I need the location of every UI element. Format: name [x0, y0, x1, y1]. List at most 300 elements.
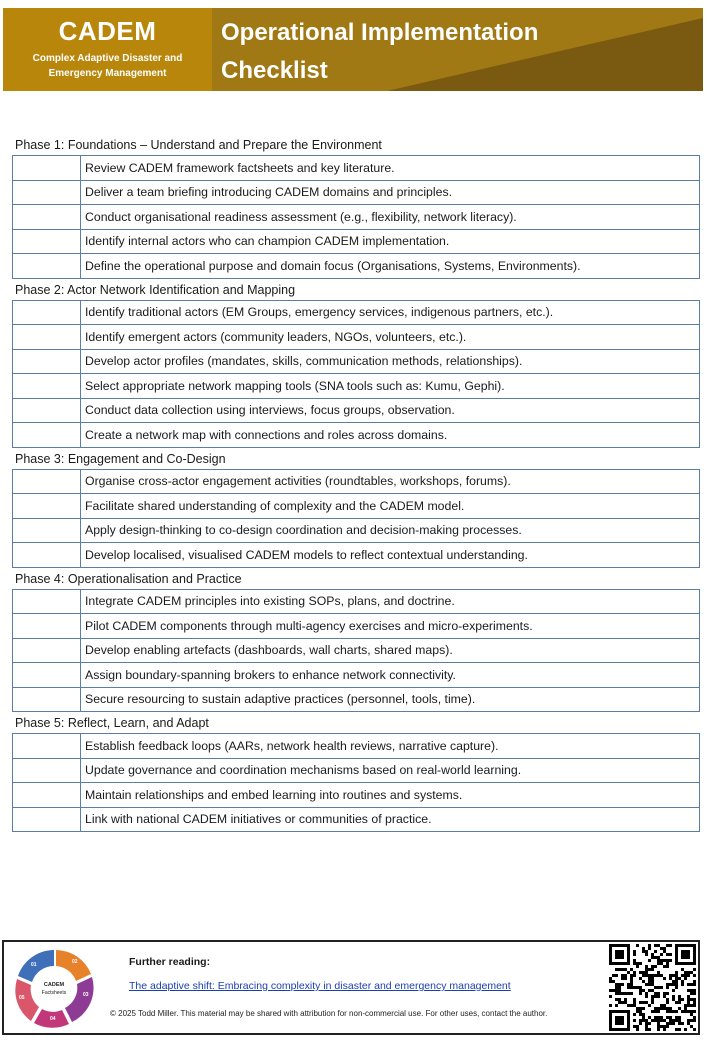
qr-module — [690, 1019, 693, 1022]
qr-module — [654, 992, 657, 995]
checklist-row — [13, 423, 700, 448]
checklist-item-text: Develop actor profiles (mandates, skills, communication methods, relationships). — [81, 349, 700, 374]
qr-module — [663, 947, 666, 950]
qr-module — [669, 953, 672, 956]
qr-module — [684, 1028, 687, 1031]
qr-module — [654, 1007, 657, 1010]
qr-module — [663, 992, 666, 995]
qr-module — [651, 995, 654, 998]
cycle-center — [33, 967, 75, 1009]
cycle-num-04: 04 — [50, 1016, 56, 1022]
qr-module — [672, 974, 675, 977]
qr-module — [642, 950, 645, 953]
phase-table — [12, 155, 700, 279]
qr-module — [642, 1007, 645, 1010]
qr-module — [657, 959, 660, 962]
qr-module — [681, 998, 684, 1001]
qr-module — [693, 1019, 696, 1022]
qr-module — [657, 986, 660, 989]
qr-module — [642, 1001, 645, 1004]
qr-module — [651, 1010, 654, 1013]
checklist-row — [13, 758, 700, 783]
checkbox-cell[interactable] — [13, 349, 81, 374]
qr-module — [645, 1019, 648, 1022]
qr-module — [648, 959, 651, 962]
qr-module — [690, 1004, 693, 1007]
qr-module — [669, 977, 672, 980]
qr-module — [639, 986, 642, 989]
qr-module — [663, 1025, 666, 1028]
checklist-item-text: Select appropriate network mapping tools (SNA tools such as: Kumu, Gephi). — [81, 374, 700, 399]
qr-module — [645, 974, 648, 977]
qr-module — [660, 986, 663, 989]
qr-module — [675, 971, 678, 974]
qr-module — [675, 1028, 678, 1031]
checklist-item-text: Integrate CADEM principles into existing SOPs, plans, and doctrine. — [81, 589, 700, 614]
qr-module — [630, 974, 633, 977]
qr-module — [660, 1007, 663, 1010]
qr-module — [678, 1001, 681, 1004]
qr-module — [693, 1016, 696, 1019]
qr-module — [657, 1010, 660, 1013]
qr-module — [630, 968, 633, 971]
qr-module — [648, 989, 651, 992]
checklist-row — [13, 589, 700, 614]
checklist-row — [13, 663, 700, 688]
qr-module — [690, 992, 693, 995]
qr-module — [666, 962, 669, 965]
checklist-row — [13, 300, 700, 325]
brand-block — [3, 8, 212, 91]
qr-module — [636, 1025, 639, 1028]
qr-module — [654, 974, 657, 977]
qr-module — [684, 1004, 687, 1007]
qr-module — [639, 1022, 642, 1025]
qr-module — [666, 1025, 669, 1028]
qr-module — [621, 992, 624, 995]
checkbox-cell[interactable] — [13, 614, 81, 639]
qr-module — [636, 986, 639, 989]
qr-module — [678, 977, 681, 980]
qr-module — [651, 965, 654, 968]
qr-module — [684, 974, 687, 977]
qr-module — [666, 944, 669, 947]
qr-module — [639, 1013, 642, 1016]
qr-module — [660, 974, 663, 977]
checkbox-cell[interactable] — [13, 687, 81, 712]
qr-module — [627, 971, 630, 974]
qr-module — [621, 983, 624, 986]
checklist-row — [13, 374, 700, 399]
checklist-row — [13, 156, 700, 181]
qr-module — [615, 1004, 618, 1007]
qr-module — [675, 986, 678, 989]
checkbox-cell[interactable] — [13, 638, 81, 663]
checklist-row — [13, 254, 700, 279]
further-reading-label: Further reading: — [129, 956, 211, 968]
qr-module — [675, 1001, 678, 1004]
checkbox-cell[interactable] — [13, 469, 81, 494]
qr-module — [657, 944, 660, 947]
checkbox-cell[interactable] — [13, 229, 81, 254]
qr-module — [684, 1010, 687, 1013]
qr-module — [639, 962, 642, 965]
qr-module — [693, 983, 696, 986]
cadem-cycle-logo — [6, 944, 102, 1034]
qr-module — [675, 1019, 678, 1022]
checkbox-cell[interactable] — [13, 300, 81, 325]
qr-module — [678, 998, 681, 1001]
qr-module — [648, 944, 651, 947]
checklist-row — [13, 205, 700, 230]
qr-module — [660, 959, 663, 962]
qr-module — [672, 980, 675, 983]
qr-module — [672, 998, 675, 1001]
qr-module — [642, 989, 645, 992]
qr-module — [687, 983, 690, 986]
phase-title: Phase 4: Operationalisation and Practice — [15, 571, 242, 586]
qr-module — [675, 983, 678, 986]
checklist-row — [13, 469, 700, 494]
qr-module — [690, 1013, 693, 1016]
phase-table — [12, 469, 700, 568]
qr-module — [624, 977, 627, 980]
qr-module — [657, 1022, 660, 1025]
checkbox-cell[interactable] — [13, 783, 81, 808]
qr-module — [666, 965, 669, 968]
qr-module — [663, 959, 666, 962]
qr-module — [654, 956, 657, 959]
qr-module — [663, 1019, 666, 1022]
qr-module — [666, 1007, 669, 1010]
qr-module — [615, 968, 618, 971]
qr-module — [693, 1001, 696, 1004]
qr-module — [645, 953, 648, 956]
checklist-row — [13, 614, 700, 639]
qr-module — [672, 1022, 675, 1025]
qr-module — [654, 1010, 657, 1013]
qr-module — [687, 1001, 690, 1004]
checklist-row — [13, 518, 700, 543]
qr-module — [657, 1028, 660, 1031]
checklist-item-text: Maintain relationships and embed learning into routines and systems. — [81, 783, 700, 808]
qr-module — [654, 986, 657, 989]
brand-title: CADEM — [58, 16, 157, 46]
qr-module — [651, 956, 654, 959]
checkbox-cell[interactable] — [13, 156, 81, 181]
qr-module — [633, 959, 636, 962]
qr-module — [669, 1016, 672, 1019]
qr-module — [648, 1016, 651, 1019]
cycle-num-02: 02 — [72, 959, 78, 965]
qr-module — [687, 1004, 690, 1007]
qr-module — [612, 980, 615, 983]
qr-module — [654, 965, 657, 968]
checklist-row — [13, 734, 700, 759]
further-reading-link[interactable]: The adaptive shift: Embracing complexity in disaster and emergency management — [129, 980, 511, 992]
cycle-center-label: CADEM — [43, 982, 65, 988]
qr-module — [621, 968, 624, 971]
qr-module — [663, 995, 666, 998]
qr-module — [645, 1022, 648, 1025]
qr-module — [669, 1019, 672, 1022]
qr-module — [672, 989, 675, 992]
qr-module — [651, 968, 654, 971]
qr-module — [624, 998, 627, 1001]
qr-module — [645, 983, 648, 986]
qr-module — [609, 995, 612, 998]
qr-module — [672, 1010, 675, 1013]
qr-module — [663, 1004, 666, 1007]
qr-module — [660, 1004, 663, 1007]
qr-module — [630, 1004, 633, 1007]
qr-code — [609, 944, 696, 1031]
qr-module — [633, 1013, 636, 1016]
qr-module — [666, 953, 669, 956]
checklist-item-text: Create a network map with connections and roles across domains. — [81, 423, 700, 448]
qr-module — [636, 1010, 639, 1013]
phase-table — [12, 300, 700, 448]
checklist-item-text: Pilot CADEM components through multi-agency exercises and micro-experiments. — [81, 614, 700, 639]
qr-module — [633, 998, 636, 1001]
qr-module — [645, 1001, 648, 1004]
checkbox-cell[interactable] — [13, 325, 81, 350]
qr-module — [666, 1022, 669, 1025]
qr-module — [687, 989, 690, 992]
qr-module — [657, 1016, 660, 1019]
checkbox-cell[interactable] — [13, 734, 81, 759]
qr-module — [621, 977, 624, 980]
qr-module — [675, 1016, 678, 1019]
qr-module — [609, 989, 612, 992]
qr-module — [654, 995, 657, 998]
qr-module — [633, 950, 636, 953]
qr-module — [663, 1028, 666, 1031]
qr-module — [678, 1019, 681, 1022]
checkbox-cell[interactable] — [13, 205, 81, 230]
qr-module — [669, 944, 672, 947]
qr-module — [609, 977, 612, 980]
checkbox-cell[interactable] — [13, 423, 81, 448]
qr-module — [666, 998, 669, 1001]
checklist-row — [13, 229, 700, 254]
qr-finder — [615, 1016, 624, 1025]
qr-module — [669, 974, 672, 977]
qr-finder — [681, 950, 690, 959]
qr-module — [630, 986, 633, 989]
qr-module — [693, 998, 696, 1001]
qr-module — [645, 1025, 648, 1028]
qr-module — [642, 1013, 645, 1016]
qr-module — [633, 974, 636, 977]
checklist-row — [13, 398, 700, 423]
qr-module — [651, 1019, 654, 1022]
qr-module — [660, 1016, 663, 1019]
qr-module — [657, 971, 660, 974]
phase-table — [12, 733, 700, 832]
qr-module — [690, 971, 693, 974]
checkbox-cell[interactable] — [13, 518, 81, 543]
qr-module — [690, 983, 693, 986]
qr-module — [618, 989, 621, 992]
qr-module — [633, 953, 636, 956]
qr-module — [666, 1016, 669, 1019]
checklist-item-text: Link with national CADEM initiatives or communities of practice. — [81, 807, 700, 832]
qr-module — [648, 974, 651, 977]
qr-module — [642, 947, 645, 950]
qr-module — [651, 1001, 654, 1004]
qr-module — [615, 989, 618, 992]
qr-module — [609, 980, 612, 983]
checkbox-cell[interactable] — [13, 543, 81, 568]
qr-module — [666, 983, 669, 986]
qr-module — [672, 995, 675, 998]
checklist-row — [13, 494, 700, 519]
checkbox-cell[interactable] — [13, 180, 81, 205]
qr-module — [624, 992, 627, 995]
checklist-item-text: Conduct data collection using interviews, focus groups, observation. — [81, 398, 700, 423]
qr-module — [627, 1004, 630, 1007]
qr-module — [675, 977, 678, 980]
qr-module — [633, 1004, 636, 1007]
qr-module — [633, 1019, 636, 1022]
qr-module — [618, 992, 621, 995]
qr-module — [669, 1022, 672, 1025]
checklist-row — [13, 543, 700, 568]
checklist-item-text: Conduct organisational readiness assessment (e.g., flexibility, network literacy). — [81, 205, 700, 230]
qr-module — [654, 1016, 657, 1019]
qr-module — [630, 983, 633, 986]
qr-module — [681, 974, 684, 977]
qr-module — [633, 971, 636, 974]
qr-module — [684, 977, 687, 980]
qr-module — [657, 992, 660, 995]
qr-module — [681, 983, 684, 986]
qr-module — [648, 1028, 651, 1031]
checkbox-cell[interactable] — [13, 663, 81, 688]
qr-module — [651, 980, 654, 983]
qr-module — [657, 1019, 660, 1022]
qr-module — [639, 977, 642, 980]
qr-module — [693, 1004, 696, 1007]
qr-module — [666, 1010, 669, 1013]
qr-module — [663, 950, 666, 953]
qr-module — [666, 959, 669, 962]
qr-module — [621, 974, 624, 977]
qr-module — [651, 977, 654, 980]
document-title: Operational Implementation Checklist — [221, 19, 539, 84]
qr-module — [612, 989, 615, 992]
qr-module — [690, 998, 693, 1001]
qr-module — [672, 1019, 675, 1022]
cycle-num-03: 03 — [83, 992, 89, 998]
qr-module — [657, 1025, 660, 1028]
qr-module — [639, 1007, 642, 1010]
qr-module — [657, 974, 660, 977]
qr-module — [657, 1007, 660, 1010]
checklist-item-text: Develop localised, visualised CADEM models to reflect contextual understanding. — [81, 543, 700, 568]
checklist-item-text: Assign boundary-spanning brokers to enhance network connectivity. — [81, 663, 700, 688]
qr-module — [618, 998, 621, 1001]
qr-module — [621, 1001, 624, 1004]
qr-module — [660, 1025, 663, 1028]
phase-title: Phase 5: Reflect, Learn, and Adapt — [15, 716, 209, 730]
qr-module — [618, 1001, 621, 1004]
checklist-item-text: Define the operational purpose and domain focus (Organisations, Systems, Environments). — [81, 254, 700, 279]
qr-module — [654, 950, 657, 953]
checklist-item-text: Review CADEM framework factsheets and key literature. — [81, 156, 700, 181]
qr-module — [651, 989, 654, 992]
qr-module — [660, 962, 663, 965]
qr-module — [675, 974, 678, 977]
checklist-row — [13, 180, 700, 205]
qr-module — [687, 995, 690, 998]
checklist-item-text: Deliver a team briefing introducing CADEM domains and principles. — [81, 180, 700, 205]
qr-module — [693, 989, 696, 992]
qr-module — [633, 962, 636, 965]
qr-module — [639, 1019, 642, 1022]
qr-module — [648, 983, 651, 986]
qr-module — [636, 962, 639, 965]
qr-module — [681, 1022, 684, 1025]
checklist-item-text: Identify internal actors who can champion CADEM implementation. — [81, 229, 700, 254]
qr-module — [690, 1025, 693, 1028]
qr-module — [657, 995, 660, 998]
qr-module — [690, 989, 693, 992]
qr-module — [633, 986, 636, 989]
qr-module — [666, 986, 669, 989]
qr-module — [615, 992, 618, 995]
brand-subtitle: Complex Adaptive Disaster and Emergency Management — [32, 53, 183, 79]
checklist-item-text: Facilitate shared understanding of complexity and the CADEM model. — [81, 494, 700, 519]
checkbox-cell[interactable] — [13, 254, 81, 279]
qr-module — [618, 986, 621, 989]
checkbox-cell[interactable] — [13, 758, 81, 783]
checkbox-cell[interactable] — [13, 807, 81, 832]
qr-module — [624, 974, 627, 977]
qr-module — [663, 1007, 666, 1010]
cycle-center-sub: Factsheets — [41, 990, 67, 996]
qr-module — [627, 986, 630, 989]
qr-module — [636, 965, 639, 968]
qr-module — [657, 956, 660, 959]
qr-module — [636, 1028, 639, 1031]
checklist-row — [13, 638, 700, 663]
checkbox-cell[interactable] — [13, 398, 81, 423]
checklist-row — [13, 349, 700, 374]
qr-module — [663, 977, 666, 980]
qr-module — [645, 995, 648, 998]
qr-module — [693, 974, 696, 977]
qr-module — [612, 974, 615, 977]
qr-module — [645, 1028, 648, 1031]
qr-module — [663, 965, 666, 968]
qr-module — [624, 968, 627, 971]
qr-module — [648, 977, 651, 980]
qr-module — [648, 1004, 651, 1007]
checklist-row — [13, 807, 700, 832]
checkbox-cell[interactable] — [13, 589, 81, 614]
checkbox-cell[interactable] — [13, 374, 81, 399]
qr-module — [645, 971, 648, 974]
qr-module — [678, 1007, 681, 1010]
cycle-num-05: 05 — [19, 995, 25, 1001]
qr-module — [636, 1007, 639, 1010]
checkbox-cell[interactable] — [13, 494, 81, 519]
qr-module — [630, 992, 633, 995]
qr-module — [651, 998, 654, 1001]
title-band — [212, 8, 703, 91]
